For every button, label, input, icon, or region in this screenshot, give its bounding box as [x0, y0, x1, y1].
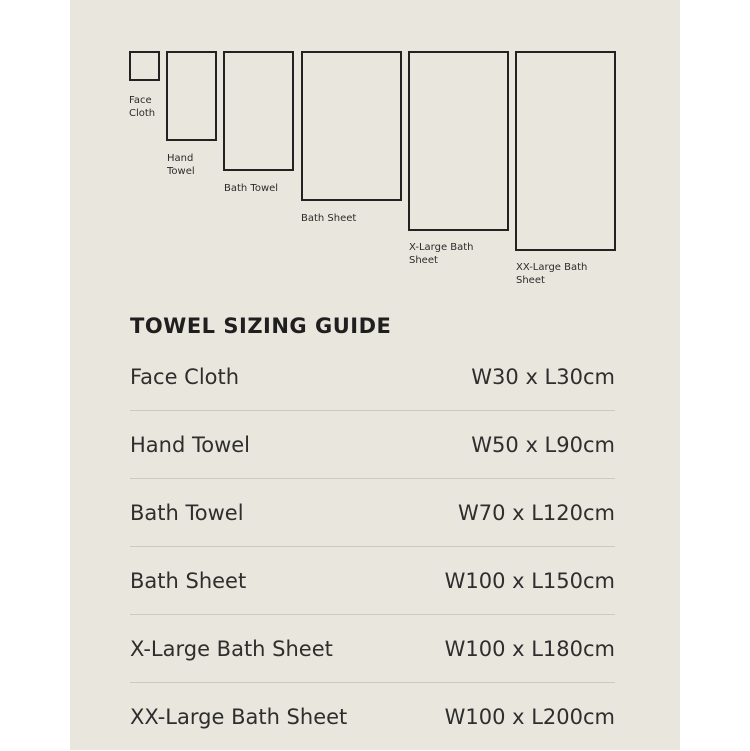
bath-towel-outline — [223, 51, 294, 171]
bath-towel-diagram-label: Bath Towel — [224, 183, 279, 194]
towel-name: Bath Sheet — [130, 569, 247, 593]
towel-dimensions: W100 x L200cm — [444, 705, 615, 729]
hand-towel-outline — [166, 51, 217, 141]
towel-name: Bath Towel — [130, 501, 244, 525]
xx-large-bath-sheet-outline — [515, 51, 616, 251]
face-cloth-outline — [129, 51, 160, 81]
table-row — [130, 479, 615, 547]
sizing-guide-title: TOWEL SIZING GUIDE — [130, 314, 392, 338]
table-row — [130, 683, 615, 751]
towel-dimensions: W100 x L180cm — [444, 637, 615, 661]
face-cloth-diagram-label: Face Cloth — [129, 95, 156, 119]
table-row — [130, 615, 615, 683]
xx-large-bath-sheet-diagram-label: XX-Large Bath Sheet — [516, 262, 588, 286]
towel-dimensions: W70 x L120cm — [457, 501, 615, 525]
table-row — [130, 411, 615, 479]
towel-name: XX-Large Bath Sheet — [130, 705, 348, 729]
x-large-bath-sheet-diagram-label: X-Large Bath Sheet — [409, 242, 474, 266]
towel-size-diagram — [0, 0, 750, 300]
towel-dimensions: W30 x L30cm — [471, 365, 615, 389]
table-row — [130, 547, 615, 615]
hand-towel-diagram-label: Hand Towel — [167, 153, 195, 177]
towel-name: Face Cloth — [130, 365, 240, 389]
bath-sheet-diagram-label: Bath Sheet — [301, 213, 357, 224]
towel-dimensions: W50 x L90cm — [471, 433, 615, 457]
towel-dimensions: W100 x L150cm — [444, 569, 615, 593]
x-large-bath-sheet-outline — [408, 51, 509, 231]
bath-sheet-outline — [301, 51, 402, 201]
towel-name: Hand Towel — [130, 433, 251, 457]
towel-name: X-Large Bath Sheet — [130, 637, 333, 661]
table-row — [130, 343, 615, 411]
